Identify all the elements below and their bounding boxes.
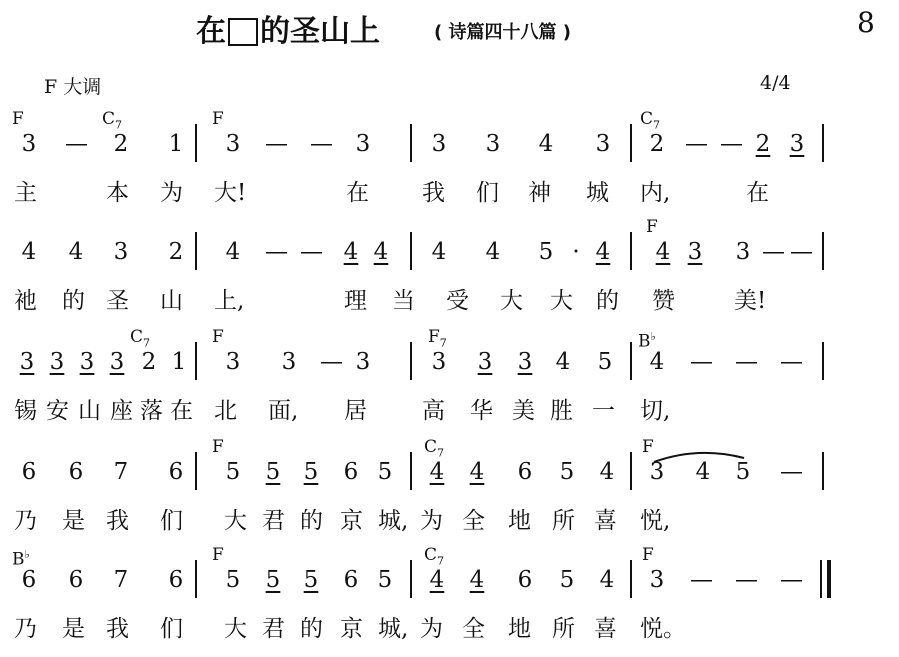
- lyric-syllable: 山: [160, 288, 183, 314]
- subtitle: ( 诗篇四十八篇 ): [434, 22, 571, 43]
- chord-symbol: $C_7$: [640, 109, 661, 132]
- chord-symbol: F: [642, 545, 654, 565]
- lyric-syllable: 为: [420, 616, 443, 642]
- note-numeral: 3: [21, 131, 37, 157]
- note-numeral: 6: [21, 459, 37, 485]
- lyric-syllable: 全: [462, 616, 485, 642]
- lyric-syllable: 美!: [734, 288, 767, 314]
- lyric-syllable: 我: [106, 616, 129, 642]
- chord-symbol: B♭: [12, 548, 30, 570]
- lyric-syllable: 喜: [594, 616, 617, 642]
- chord-symbol: $C_7$: [424, 545, 445, 568]
- title-prefix: 在: [196, 14, 226, 49]
- duration-dash: —: [65, 131, 88, 157]
- lyric-syllable: 华: [470, 398, 493, 424]
- note-numeral: 6: [343, 459, 359, 485]
- lyric-syllable: 是: [62, 616, 85, 642]
- lyric-syllable: 大!: [214, 180, 247, 206]
- duration-dash: —: [320, 349, 343, 375]
- note-numeral: 3: [109, 349, 125, 375]
- note-numeral: 3: [431, 349, 447, 375]
- duration-dash: —: [735, 567, 758, 593]
- note-numeral: 5: [559, 459, 575, 485]
- note-numeral: 5: [538, 239, 554, 265]
- chord-symbol: F: [642, 437, 654, 457]
- note-numeral: 6: [68, 459, 84, 485]
- note-numeral: 5: [559, 567, 575, 593]
- note-numeral: 4: [649, 349, 665, 375]
- lyric-syllable: 本: [106, 180, 129, 206]
- lyric-syllable: 在: [346, 180, 369, 206]
- lyric-syllable: 是: [62, 508, 85, 534]
- duration-dash: —: [780, 567, 803, 593]
- bar-line: [195, 232, 197, 270]
- note-numeral: 4: [431, 239, 447, 265]
- lyric-syllable: 京: [340, 616, 363, 642]
- chord-symbol: $F_7$: [428, 327, 447, 350]
- note-numeral: 7: [113, 459, 129, 485]
- lyric-syllable: 我: [422, 180, 445, 206]
- bar-line: [195, 560, 197, 598]
- note-numeral: 4: [343, 239, 359, 265]
- bar-line: [630, 232, 632, 270]
- lyric-syllable: 的: [596, 288, 619, 314]
- lyric-syllable: 城: [586, 180, 609, 206]
- chord-symbol: $C_7$: [102, 109, 123, 132]
- lyric-syllable: 上,: [214, 288, 245, 314]
- bar-line: [630, 452, 632, 490]
- title-suffix: 的圣山上: [260, 14, 380, 49]
- note-numeral: 1: [168, 131, 184, 157]
- note-numeral: 4: [485, 239, 501, 265]
- chord-symbol: F: [12, 109, 24, 129]
- note-numeral: 4: [538, 131, 554, 157]
- note-numeral: 1: [171, 349, 187, 375]
- final-bar-thin: [820, 560, 822, 598]
- note-numeral: 5: [303, 459, 319, 485]
- note-numeral: 3: [789, 131, 805, 157]
- bar-line: [195, 452, 197, 490]
- note-numeral: 4: [373, 239, 389, 265]
- lyric-syllable: 们: [476, 180, 499, 206]
- bar-line: [410, 124, 412, 162]
- lyric-syllable: 北: [214, 398, 237, 424]
- bar-line: [822, 342, 824, 380]
- lyric-syllable: 所: [552, 616, 575, 642]
- bar-line: [195, 342, 197, 380]
- note-numeral: 4: [429, 567, 445, 593]
- note-numeral: 5: [225, 567, 241, 593]
- note-numeral: 4: [599, 459, 615, 485]
- lyric-syllable: 君: [262, 508, 285, 534]
- note-numeral: 4: [469, 459, 485, 485]
- lyric-syllable: 乃: [14, 616, 37, 642]
- duration-dash: —: [300, 239, 323, 265]
- chord-symbol: F: [646, 217, 658, 237]
- lyric-syllable: 大: [550, 288, 573, 314]
- lyric-syllable: 在: [746, 180, 769, 206]
- note-numeral: 6: [21, 567, 37, 593]
- note-numeral: 6: [517, 567, 533, 593]
- note-numeral: 3: [431, 131, 447, 157]
- lyric-syllable: 当: [392, 288, 415, 314]
- note-numeral: 6: [168, 459, 184, 485]
- duration-dash: —: [310, 131, 333, 157]
- lyric-syllable: 们: [160, 508, 183, 534]
- note-numeral: 6: [68, 567, 84, 593]
- lyric-syllable: 神: [528, 180, 551, 206]
- lyric-syllable: 受: [446, 288, 469, 314]
- note-numeral: 3: [517, 349, 533, 375]
- note-numeral: 3: [49, 349, 65, 375]
- lyric-syllable: 为: [420, 508, 443, 534]
- note-numeral: 2: [649, 131, 665, 157]
- lyric-syllable: 君: [262, 616, 285, 642]
- duration-dash: —: [690, 349, 713, 375]
- lyric-syllable: 为: [160, 180, 183, 206]
- final-bar-thick: [827, 560, 831, 598]
- lyric-syllable: 座: [110, 398, 133, 424]
- note-numeral: 4: [21, 239, 37, 265]
- note-numeral: 4: [595, 239, 611, 265]
- note-numeral: 3: [281, 349, 297, 375]
- note-numeral: 3: [687, 239, 703, 265]
- slur-mark: [650, 448, 750, 464]
- note-numeral: 3: [19, 349, 35, 375]
- lyric-syllable: 京: [340, 508, 363, 534]
- note-numeral: 3: [595, 131, 611, 157]
- note-numeral: 5: [265, 567, 281, 593]
- chord-symbol: F: [212, 545, 224, 565]
- note-numeral: 5: [735, 459, 751, 485]
- note-numeral: 2: [168, 239, 184, 265]
- key-signature: F 大调: [44, 76, 102, 98]
- lyric-syllable: 落: [140, 398, 163, 424]
- bar-line: [822, 452, 824, 490]
- note-numeral: 5: [225, 459, 241, 485]
- bar-line: [630, 124, 632, 162]
- note-numeral: 5: [377, 567, 393, 593]
- lyric-syllable: 全: [462, 508, 485, 534]
- chord-symbol: B♭: [638, 330, 656, 352]
- note-numeral: 3: [485, 131, 501, 157]
- chord-symbol: F: [212, 109, 224, 129]
- note-numeral: 2: [755, 131, 771, 157]
- lyric-syllable: 理: [344, 288, 367, 314]
- note-numeral: 4: [555, 349, 571, 375]
- note-numeral: 5: [265, 459, 281, 485]
- lyric-syllable: 切,: [640, 398, 671, 424]
- lyric-syllable: 锡: [14, 398, 37, 424]
- note-numeral: 6: [168, 567, 184, 593]
- note-numeral: 6: [517, 459, 533, 485]
- bar-line: [410, 452, 412, 490]
- lyric-syllable: 们: [160, 616, 183, 642]
- chord-symbol: F: [212, 327, 224, 347]
- note-numeral: 3: [735, 239, 751, 265]
- lyric-syllable: 喜: [594, 508, 617, 534]
- time-signature: 4/4: [760, 72, 791, 94]
- duration-dash: —: [690, 567, 713, 593]
- note-numeral: 4: [429, 459, 445, 485]
- note-numeral: 3: [477, 349, 493, 375]
- chord-symbol: F: [212, 437, 224, 457]
- note-numeral: 3: [649, 459, 665, 485]
- bar-line: [410, 232, 412, 270]
- lyric-syllable: 胜: [550, 398, 573, 424]
- duration-dash: —: [762, 239, 785, 265]
- bar-line: [630, 342, 632, 380]
- lyric-syllable: 安: [46, 398, 69, 424]
- dot-mark: ·: [572, 239, 580, 265]
- lyric-syllable: 的: [300, 508, 323, 534]
- lyric-syllable: 地: [508, 508, 531, 534]
- note-numeral: 4: [695, 459, 711, 485]
- chord-symbol: $C_7$: [424, 437, 445, 460]
- note-numeral: 6: [343, 567, 359, 593]
- duration-dash: —: [790, 239, 813, 265]
- lyric-syllable: 大: [224, 616, 247, 642]
- note-numeral: 4: [68, 239, 84, 265]
- duration-dash: —: [685, 131, 708, 157]
- lyric-syllable: 美: [512, 398, 535, 424]
- duration-dash: —: [735, 349, 758, 375]
- duration-dash: —: [265, 239, 288, 265]
- lyric-syllable: 大: [224, 508, 247, 534]
- lyric-syllable: 的: [300, 616, 323, 642]
- note-numeral: 2: [113, 131, 129, 157]
- note-numeral: 4: [469, 567, 485, 593]
- lyric-syllable: 高: [422, 398, 445, 424]
- note-numeral: 4: [655, 239, 671, 265]
- lyric-syllable: 所: [552, 508, 575, 534]
- note-numeral: 4: [225, 239, 241, 265]
- lyric-syllable: 地: [508, 616, 531, 642]
- duration-dash: —: [780, 349, 803, 375]
- note-numeral: 3: [355, 131, 371, 157]
- lyric-syllable: 圣: [106, 288, 129, 314]
- note-numeral: 4: [599, 567, 615, 593]
- lyric-syllable: 居: [344, 398, 367, 424]
- note-numeral: 3: [355, 349, 371, 375]
- lyric-syllable: 祂: [14, 288, 37, 314]
- lyric-syllable: 山: [78, 398, 101, 424]
- note-numeral: 3: [649, 567, 665, 593]
- note-numeral: 7: [113, 567, 129, 593]
- note-numeral: 5: [303, 567, 319, 593]
- note-numeral: 2: [141, 349, 157, 375]
- lyric-syllable: 一: [592, 398, 615, 424]
- note-numeral: 3: [225, 131, 241, 157]
- lyric-syllable: 在: [170, 398, 193, 424]
- bar-line: [822, 124, 824, 162]
- lyric-syllable: 乃: [14, 508, 37, 534]
- lyric-syllable: 悦,: [640, 508, 671, 534]
- note-numeral: 5: [597, 349, 613, 375]
- lyric-syllable: 我: [106, 508, 129, 534]
- chord-symbol: $C_7$: [130, 327, 151, 350]
- bar-line: [630, 560, 632, 598]
- lyric-syllable: 内,: [640, 180, 671, 206]
- lyric-syllable: 城,: [378, 508, 409, 534]
- bar-line: [410, 560, 412, 598]
- note-numeral: 5: [377, 459, 393, 485]
- duration-dash: —: [720, 131, 743, 157]
- lyric-syllable: 城,: [378, 616, 409, 642]
- lyric-syllable: 主: [14, 180, 37, 206]
- note-numeral: 3: [113, 239, 129, 265]
- bar-line: [410, 342, 412, 380]
- bar-line: [822, 232, 824, 270]
- duration-dash: —: [780, 459, 803, 485]
- page-title: [196, 6, 380, 50]
- note-numeral: 3: [225, 349, 241, 375]
- note-numeral: 3: [79, 349, 95, 375]
- page-number: 8: [857, 6, 875, 39]
- lyric-syllable: 的: [62, 288, 85, 314]
- lyric-syllable: 面,: [268, 398, 299, 424]
- lyric-syllable: 赞: [652, 288, 675, 314]
- lyric-syllable: 悦。: [640, 616, 686, 642]
- duration-dash: —: [265, 131, 288, 157]
- missing-character-box: [228, 18, 258, 46]
- bar-line: [195, 124, 197, 162]
- lyric-syllable: 大: [500, 288, 523, 314]
